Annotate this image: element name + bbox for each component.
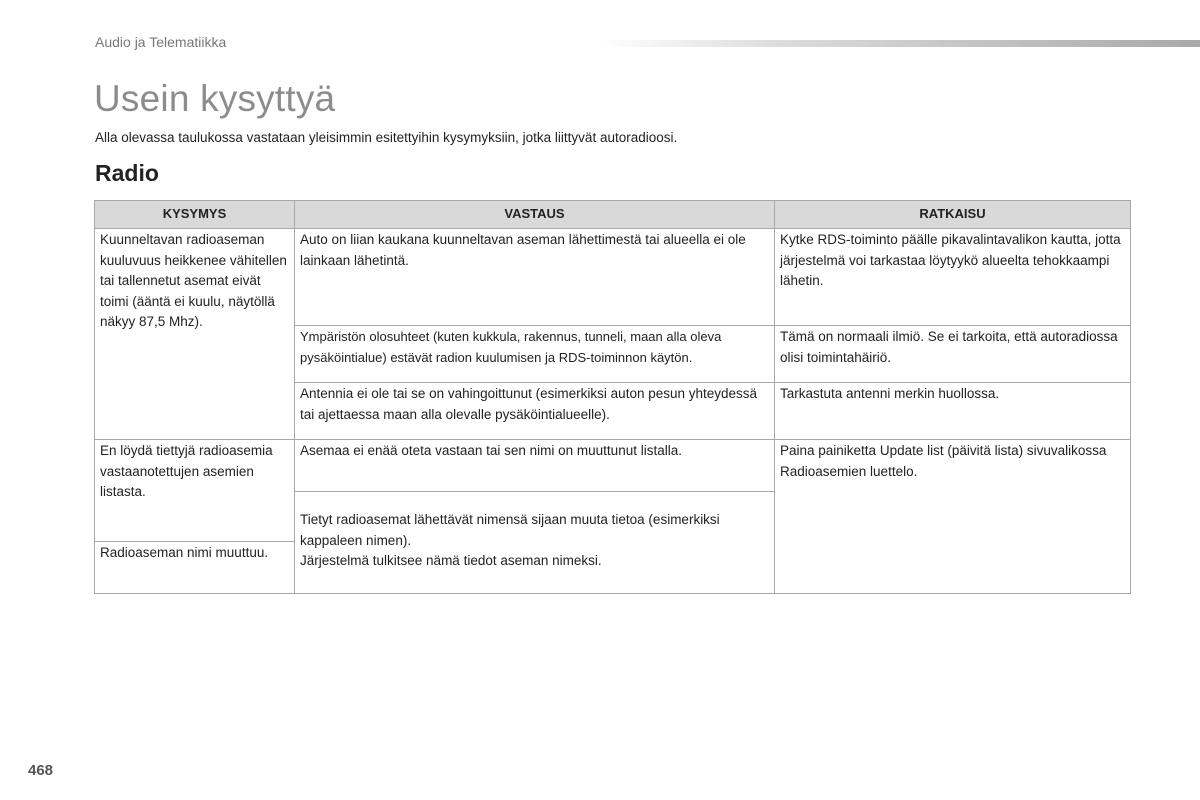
column-header-solution: RATKAISU — [775, 201, 1131, 229]
table-header-row — [95, 201, 1131, 229]
question-cell-2: En löydä tiettyjä radioasemia vastaanotettujen asemien listasta. — [95, 440, 295, 542]
answer-cell-5 — [295, 492, 775, 594]
answer-5-line-2: Järjestelmä tulkitsee nämä tiedot aseman nimeksi. — [300, 553, 602, 569]
answer-cell-3: Antennia ei ole tai se on vahingoittunut (esimerkiksi auton pesun yhteydessä tai ajettaessa maan alla olevalle pysäköintialueelle). — [295, 383, 775, 440]
table-row — [95, 229, 1131, 326]
solution-cell-2: Tämä on normaali ilmiö. Se ei tarkoita, että autoradiossa olisi toimintahäiriö. — [775, 326, 1131, 383]
page-title: Usein kysyttyä — [94, 78, 336, 119]
faq-table — [94, 200, 1131, 594]
column-header-question: KYSYMYS — [95, 201, 295, 229]
answer-cell-4: Asemaa ei enää oteta vastaan tai sen nimi on muuttunut listalla. — [295, 440, 775, 492]
page-number: 468 — [28, 762, 54, 779]
column-header-answer: VASTAUS — [295, 201, 775, 229]
solution-cell-3: Tarkastuta antenni merkin huollossa. — [775, 383, 1131, 440]
solution-cell-4: Paina painiketta Update list (päivitä lista) sivuvalikossa Radioasemien luettelo. — [775, 440, 1131, 594]
answer-cell-2: Ympäristön olosuhteet (kuten kukkula, rakennus, tunneli, maan alla oleva pysäköintialue) estävät radion kuulumisen ja RDS-toiminnon käytön. — [295, 326, 775, 383]
intro-text: Alla olevassa taulukossa vastataan yleisimmin esitettyihin kysymyksiin, jotka liittyvät autoradioosi. — [95, 130, 678, 145]
question-cell-3: Radioaseman nimi muuttuu. — [95, 542, 295, 594]
solution-cell-1: Kytke RDS-toiminto päälle pikavalintavalikon kautta, jotta järjestelmä voi tarkastaa löytyykö alueelta tehokkaampi lähetin. — [775, 229, 1131, 326]
answer-5-line-1: Tietyt radioasemat lähettävät nimensä sijaan muuta tietoa (esimerkiksi kappaleen nimen). — [300, 512, 720, 548]
question-cell-1: Kuunneltavan radioaseman kuuluvuus heikkenee vähitellen tai tallennetut asemat eivät toimi (ääntä ei kuulu, näytöllä näkyy 87,5 Mhz). — [95, 229, 295, 440]
running-header: Audio ja Telematiikka — [95, 34, 227, 50]
header-gradient-bar — [600, 40, 1200, 47]
answer-cell-1: Auto on liian kaukana kuunneltavan aseman lähettimestä tai alueella ei ole lainkaan lähetintä. — [295, 229, 775, 326]
table-row — [95, 440, 1131, 492]
section-title: Radio — [95, 160, 159, 186]
